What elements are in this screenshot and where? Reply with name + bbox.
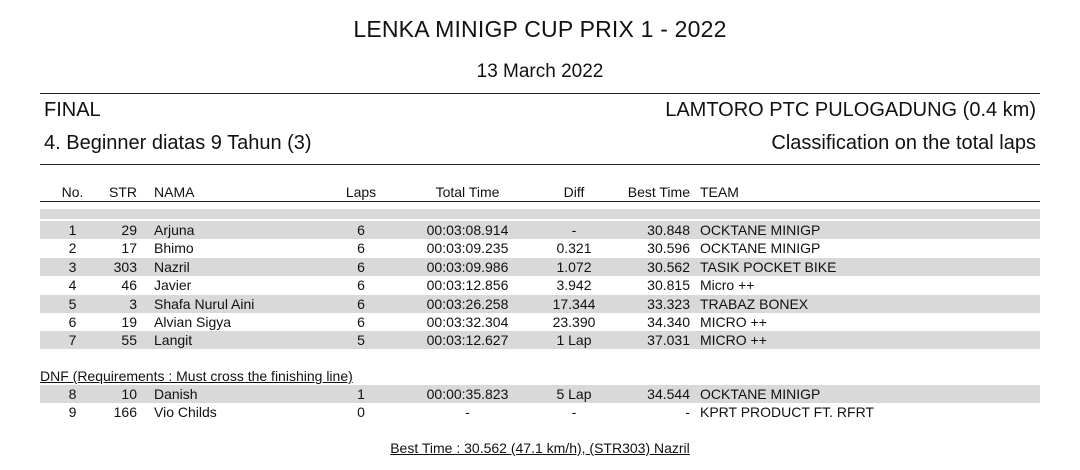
- cell-diff: 0.321: [556, 240, 592, 257]
- cell-total-time: 00:03:09.235: [426, 240, 509, 257]
- divider: [40, 164, 1040, 165]
- cell-str: 46: [121, 277, 137, 294]
- table-row: [40, 313, 1040, 331]
- cell-best-time: 33.323: [647, 295, 690, 312]
- cell-str: 166: [113, 404, 137, 421]
- cell-best-time: 30.596: [647, 240, 690, 257]
- cell-no: 2: [68, 240, 77, 257]
- cell-no: 1: [68, 222, 77, 238]
- cell-str: 303: [113, 258, 137, 275]
- table-row: [40, 403, 1040, 421]
- table-row: [40, 295, 1040, 313]
- cell-nama: Nazril: [154, 258, 190, 275]
- cell-nama: Alvian Sigya: [154, 314, 232, 330]
- cell-laps: 6: [357, 222, 365, 238]
- cell-best-time: 34.544: [647, 386, 690, 402]
- cell-best-time: 30.848: [647, 222, 690, 238]
- table-row: [40, 331, 1040, 349]
- cell-best-time: 30.562: [647, 258, 690, 275]
- cell-str: 3: [129, 295, 137, 312]
- cell-no: 3: [68, 258, 77, 275]
- event-title: LENKA MINIGP CUP PRIX 1 - 2022: [353, 16, 727, 42]
- category-label: 4. Beginner diatas 9 Tahun (3): [44, 132, 312, 154]
- cell-diff: 5 Lap: [556, 386, 592, 402]
- cell-total-time: 00:03:08.914: [426, 222, 509, 238]
- cell-laps: 5: [357, 332, 365, 349]
- cell-no: 5: [68, 295, 77, 312]
- cell-str: 29: [121, 222, 137, 238]
- cell-no: 4: [68, 277, 77, 294]
- cell-laps: 6: [357, 314, 365, 330]
- cell-nama: Shafa Nurul Aini: [154, 295, 255, 312]
- cell-nama: Bhimo: [154, 240, 194, 257]
- cell-total-time: 00:03:26.258: [426, 295, 509, 312]
- cell-nama: Arjuna: [154, 222, 195, 238]
- cell-str: 55: [121, 332, 137, 349]
- cell-no: 9: [68, 404, 77, 421]
- cell-laps: 6: [357, 240, 365, 257]
- col-no: No.: [61, 184, 84, 200]
- dnf-label: DNF (Requirements : Must cross the finishing line): [40, 368, 353, 384]
- cell-total-time: 00:00:35.823: [426, 386, 509, 402]
- cell-team: TRABAZ BONEX: [700, 295, 809, 312]
- cell-best-time: 34.340: [647, 314, 690, 330]
- cell-nama: Vio Childs: [154, 404, 217, 421]
- table-row: [40, 276, 1040, 294]
- venue-label: LAMTORO PTC PULOGADUNG (0.4 km): [665, 99, 1036, 121]
- cell-total-time: 00:03:12.627: [426, 332, 509, 349]
- table-row: [40, 258, 1040, 276]
- cell-team: KPRT PRODUCT FT. RFRT: [700, 404, 874, 421]
- cell-laps: 6: [357, 295, 365, 312]
- cell-best-time: -: [685, 404, 690, 421]
- cell-str: 19: [121, 314, 137, 330]
- cell-best-time: 30.815: [647, 277, 690, 294]
- cell-no: 8: [68, 386, 77, 402]
- col-total-time: Total Time: [435, 184, 500, 200]
- col-team: TEAM: [700, 184, 739, 200]
- best-time-summary: Best Time : 30.562 (47.1 km/h), (STR303) Nazril: [390, 440, 690, 456]
- cell-team: OCKTANE MINIGP: [700, 386, 821, 402]
- cell-diff: 1.072: [556, 258, 592, 275]
- cell-team: MICRO ++: [700, 314, 767, 330]
- event-date: 13 March 2022: [476, 61, 604, 82]
- cell-str: 10: [121, 386, 137, 402]
- cell-diff: -: [571, 404, 577, 421]
- col-best-time: Best Time: [627, 184, 690, 200]
- cell-team: Micro ++: [700, 277, 755, 294]
- cell-team: MICRO ++: [700, 332, 767, 349]
- cell-diff: 3.942: [556, 277, 592, 294]
- cell-no: 7: [68, 332, 77, 349]
- cell-team: OCKTANE MINIGP: [700, 222, 821, 238]
- classification-label: Classification on the total laps: [771, 132, 1036, 154]
- cell-total-time: -: [465, 404, 470, 421]
- cell-total-time: 00:03:32.304: [426, 314, 509, 330]
- cell-laps: 1: [357, 386, 365, 402]
- col-laps: Laps: [345, 184, 377, 200]
- cell-best-time: 37.031: [647, 332, 690, 349]
- cell-diff: -: [571, 222, 577, 238]
- divider: [40, 201, 1040, 202]
- cell-team: TASIK POCKET BIKE: [700, 258, 837, 275]
- cell-diff: 17.344: [552, 295, 596, 312]
- cell-no: 6: [68, 314, 77, 330]
- table-row: [40, 239, 1040, 257]
- table-row: [40, 385, 1040, 403]
- shade-spacer: [40, 209, 1040, 219]
- col-str: STR: [109, 184, 137, 200]
- cell-diff: 23.390: [552, 314, 596, 330]
- session-label: FINAL: [44, 99, 101, 121]
- cell-team: OCKTANE MINIGP: [700, 240, 821, 257]
- table-row: [40, 221, 1040, 239]
- cell-nama: Javier: [154, 277, 192, 294]
- cell-total-time: 00:03:12.856: [426, 277, 509, 294]
- col-nama: NAMA: [154, 184, 195, 200]
- col-diff: Diff: [563, 184, 585, 200]
- cell-nama: Danish: [154, 386, 198, 402]
- cell-laps: 0: [357, 404, 365, 421]
- cell-laps: 6: [357, 277, 365, 294]
- cell-diff: 1 Lap: [556, 332, 592, 349]
- cell-total-time: 00:03:09.986: [426, 258, 509, 275]
- divider: [40, 93, 1040, 94]
- cell-nama: Langit: [154, 332, 193, 349]
- cell-laps: 6: [357, 258, 365, 275]
- cell-str: 17: [121, 240, 137, 257]
